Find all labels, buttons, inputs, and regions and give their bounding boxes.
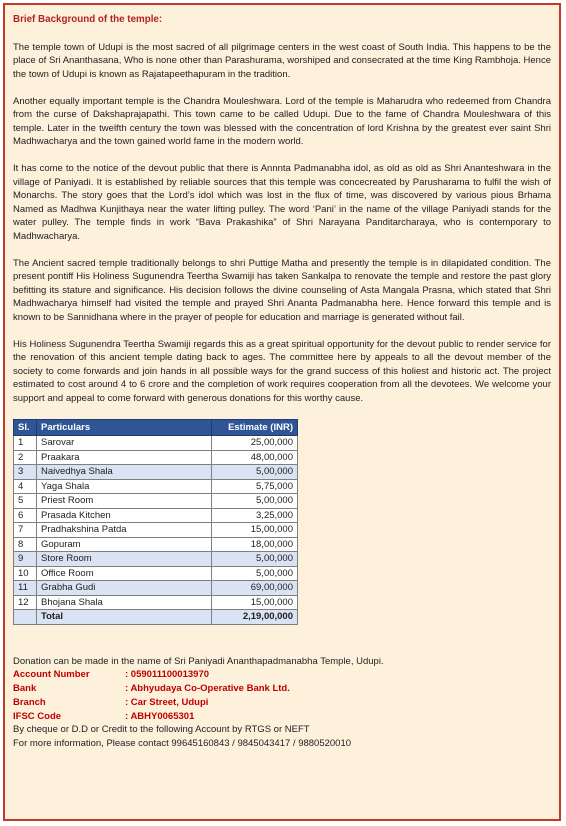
- header-sl: Sl.: [14, 419, 37, 436]
- header-estimate: Estimate (INR): [212, 419, 298, 436]
- row-sl: 1: [14, 436, 37, 451]
- table-row: [14, 465, 298, 480]
- table-row: [14, 436, 298, 451]
- row-sl: 10: [14, 566, 37, 581]
- donation-intro: Donation can be made in the name of Sri Paniyadi Ananthapadmanabha Temple, Udupi.: [13, 655, 384, 667]
- section-heading: Brief Background of the temple:: [13, 14, 163, 25]
- row-estimate: 5,00,000: [212, 552, 298, 567]
- donation-section: [13, 655, 551, 752]
- row-estimate: 15,00,000: [212, 595, 298, 610]
- row-sl: 6: [14, 508, 37, 523]
- row-estimate: 5,00,000: [212, 465, 298, 480]
- account-number-row: [13, 668, 551, 682]
- document-body: [13, 13, 551, 751]
- total-label: Total: [37, 610, 212, 625]
- table-row: [14, 581, 298, 596]
- table-row: [14, 523, 298, 538]
- row-sl: 4: [14, 479, 37, 494]
- total-sl: [14, 610, 37, 625]
- ifsc-value: : ABHY0065301: [125, 710, 195, 722]
- account-number-label: Account Number: [13, 669, 90, 681]
- row-particular: Office Room: [37, 566, 212, 581]
- row-particular: Praakara: [37, 450, 212, 465]
- row-estimate: 15,00,000: [212, 523, 298, 538]
- bank-value: : Abhyudaya Co-Operative Bank Ltd.: [125, 683, 290, 695]
- row-sl: 7: [14, 523, 37, 538]
- table-row: [14, 508, 298, 523]
- row-particular: Gopuram: [37, 537, 212, 552]
- row-particular: Sarovar: [37, 436, 212, 451]
- table-row: [14, 479, 298, 494]
- bank-row: [13, 682, 551, 696]
- table-total-row: [14, 610, 298, 625]
- branch-row: [13, 696, 551, 710]
- row-estimate: 69,00,000: [212, 581, 298, 596]
- table-row: [14, 552, 298, 567]
- table-row: [14, 595, 298, 610]
- paragraph-paniyadi: It has come to the notice of the devout public that there is Annnta Padmanabha idol, as old as old as Shri Ananteshwara in the village of Paniyadi. It is established by reliable sources that this temple was concecreated by Parusharama to fulfil the wish of Monarchs. The story goes that the Lord’s idol which was lost in the flux of time, was discovered by various pious Brhama Named as Madhwa Kunjithaya near the water lifting pulley. The word ‘Pani’ in the name of the village Paniyadi stands for the water pulley. The temple finds in work “Bava Prakashika” of Shri Narayana Panditarcharaya, who is contemporary to Madhwacharya.: [13, 163, 551, 242]
- table-header-row: [14, 419, 298, 436]
- row-estimate: 25,00,000: [212, 436, 298, 451]
- paragraph-appeal: His Holiness Sugunendra Teertha Swamiji regards this as a great spiritual opportunity for the devout public to render service for the renovation of this ancient temple dating back to ages. The committee here by appeals to all the devout member of the society to come forwards and join hands in all possible ways for the grand success of this holiest and historic act. The project estimated to cost around 4 to 6 crore and the completion of work requires cooperation from all the devotees. We welcome your support and appeal to come forward with generous donations for this worthy cause.: [13, 338, 551, 404]
- ifsc-label: IFSC Code: [13, 710, 62, 722]
- paragraph-chandra-mouleshwara: Another equally important temple is the Chandra Mouleshwara. Lord of the temple is Maharudra who redeemed from Chandra from the curse of Dakshaprajapathi. This town came to be called Udupi. Due to the fame of Chandra Mouleshwara of this temple. Later in the twelfth century the town was blessed with the concentration of lord Krishna by the greatest ever saint Shri Madhwacharya and the town gained world fame in the modern world.: [13, 95, 551, 147]
- row-particular: Naivedhya Shala: [37, 465, 212, 480]
- table-row: [14, 566, 298, 581]
- row-estimate: 5,00,000: [212, 566, 298, 581]
- branch-value: : Car Street, Udupi: [125, 696, 209, 708]
- contact-info: For more information, Please contact 99645160843 / 9845043417 / 9880520010: [13, 738, 352, 750]
- row-sl: 3: [14, 465, 37, 480]
- table-row: [14, 537, 298, 552]
- account-number-value: : 059011100013970: [125, 669, 210, 681]
- row-particular: Store Room: [37, 552, 212, 567]
- branch-label: Branch: [13, 696, 46, 708]
- row-sl: 11: [14, 581, 37, 596]
- bank-label: Bank: [13, 683, 37, 695]
- row-estimate: 18,00,000: [212, 537, 298, 552]
- row-estimate: 3,25,000: [212, 508, 298, 523]
- table-row: [14, 450, 298, 465]
- row-particular: Priest Room: [37, 494, 212, 509]
- table-row: [14, 494, 298, 509]
- row-sl: 5: [14, 494, 37, 509]
- row-sl: 8: [14, 537, 37, 552]
- total-value: 2,19,00,000: [212, 610, 298, 625]
- estimate-table: [13, 419, 298, 625]
- header-particulars: Particulars: [37, 419, 212, 436]
- row-estimate: 48,00,000: [212, 450, 298, 465]
- row-particular: Pradhakshina Patda: [37, 523, 212, 538]
- paragraph-puttige-matha: The Ancient sacred temple traditionally belongs to shri Puttige Matha and presently the temple is in dilapidated condition. The present pontiff His Holiness Sugunendra Teertha Swamiji has taken Sankalpa to renovate the temple and restore the past glory befitting its stature and significance. His decision follows the divine counseling of Asta Mangala Prasna, which stated that Shri Madhwacharya himself had visited the temple and prayed Shri Ananta Padmanabha here. Hence forward this temple and is known to be Sannidhana where in the prayer of people for education and marriage is generated without fail.: [13, 257, 551, 323]
- row-particular: Bhojana Shala: [37, 595, 212, 610]
- ifsc-row: [13, 710, 551, 724]
- row-sl: 12: [14, 595, 37, 610]
- row-sl: 9: [14, 552, 37, 567]
- row-particular: Prasada Kitchen: [37, 508, 212, 523]
- cheque-note: By cheque or D.D or Credit to the following Account by RTGS or NEFT: [13, 724, 310, 736]
- row-particular: Yaga Shala: [37, 479, 212, 494]
- row-particular: Grabha Gudi: [37, 581, 212, 596]
- page-frame: [3, 3, 561, 821]
- row-sl: 2: [14, 450, 37, 465]
- row-estimate: 5,75,000: [212, 479, 298, 494]
- row-estimate: 5,00,000: [212, 494, 298, 509]
- paragraph-udupi: The temple town of Udupi is the most sacred of all pilgrimage centers in the west coast of South India. This happens to be the place of Sri Ananthasana, Who is none other than Parashurama, worshiped and consecrated at the time King Rambhoja. Hence the town of Udupi is known as Rajatapeethapuram in the tradition.: [13, 41, 551, 80]
